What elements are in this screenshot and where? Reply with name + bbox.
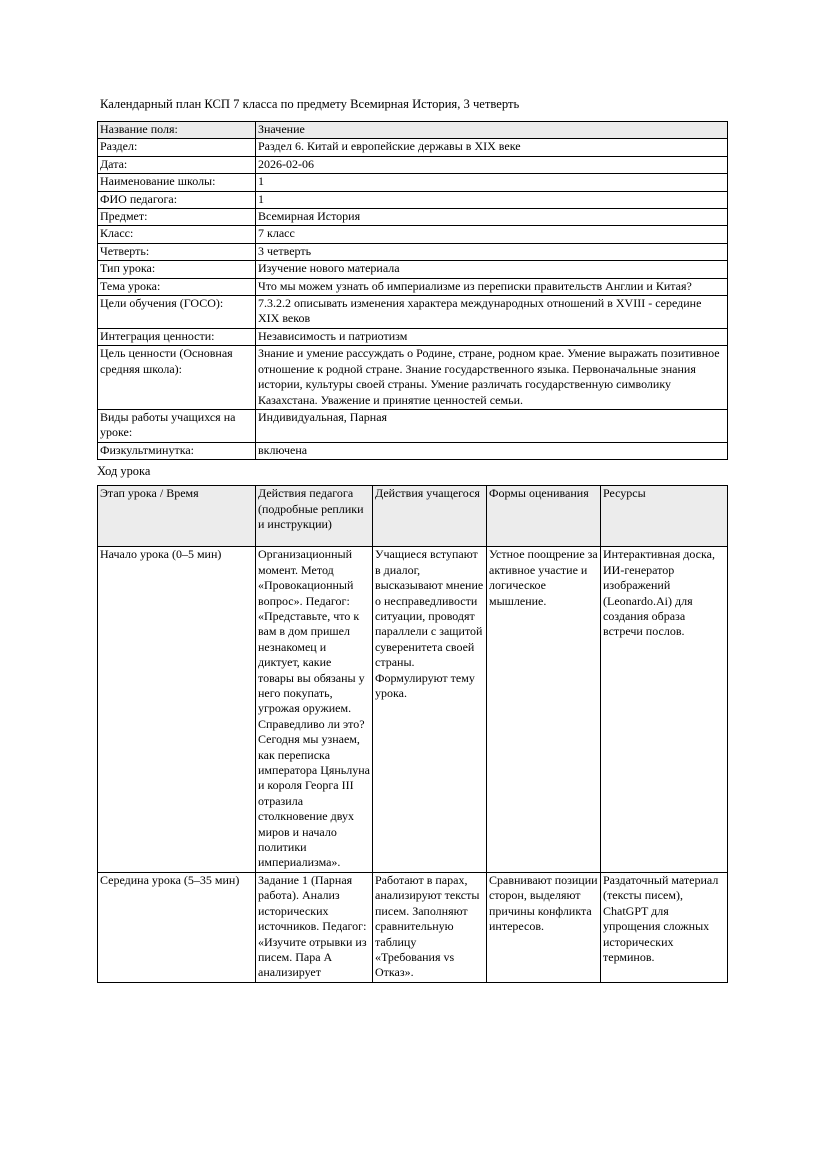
field-value: Изучение нового материала [256, 261, 728, 278]
info-row-class [98, 226, 728, 243]
field-label: Дата: [98, 156, 256, 173]
field-value: Знание и умение рассуждать о Родине, стране, родном крае. Умение выражать позитивное отношение к родной стране. Знание государственного языка. Первоначальные знания истории, культуры своей страны. Умение различать государственную символику Казахстана. Уважение и принятие ценностей семьи. [256, 346, 728, 410]
column-header-assessment: Формы оценивания [487, 486, 601, 547]
field-label: Цель ценности (Основная средняя школа): [98, 346, 256, 410]
column-header-stage: Этап урока / Время [98, 486, 256, 547]
section-heading-lesson-course: Ход урока [97, 464, 151, 479]
field-value: Что мы можем узнать об империализме из переписки правительств Англии и Китая? [256, 278, 728, 295]
lesson-row-start [98, 547, 728, 873]
teacher-actions-cell: Организационный момент. Метод «Провокационный вопрос». Педагог: «Представьте, что к вам в дом пришел незнакомец и диктует, какие товары вы обязаны у него покупать, угрожая оружием. Справедливо ли это? Сегодня мы узнаем, как переписка императора Цяньлуна и короля Георга III отразила столкновение двух миров и начало политики империализма». [256, 547, 373, 873]
info-row-subject [98, 209, 728, 226]
info-row-phys-minute [98, 442, 728, 459]
field-value: Раздел 6. Китай и европейские державы в XIX веке [256, 139, 728, 156]
field-value: 1 [256, 174, 728, 191]
info-header-value: Значение [256, 122, 728, 139]
field-value: включена [256, 442, 728, 459]
field-label: Раздел: [98, 139, 256, 156]
field-label: Цели обучения (ГОСО): [98, 296, 256, 329]
info-row-date [98, 156, 728, 173]
lesson-info-table [97, 121, 728, 460]
stage-cell: Середина урока (5–35 мин) [98, 872, 256, 982]
student-actions-cell: Учащиеся вступают в диалог, высказывают мнение о несправедливости ситуации, проводят параллели с защитой суверенитета своей страны. Формулируют тему урока. [373, 547, 487, 873]
assessment-cell: Устное поощрение за активное участие и логическое мышление. [487, 547, 601, 873]
info-row-razdel [98, 139, 728, 156]
field-label: Предмет: [98, 209, 256, 226]
field-label: Четверть: [98, 243, 256, 260]
info-row-lesson-type [98, 261, 728, 278]
field-value: 3 четверть [256, 243, 728, 260]
info-row-quarter [98, 243, 728, 260]
resources-cell: Раздаточный материал (тексты писем), ChatGPT для упрощения сложных исторических терминов. [601, 872, 728, 982]
info-row-teacher [98, 191, 728, 208]
field-value: 7 класс [256, 226, 728, 243]
field-value: Индивидуальная, Парная [256, 409, 728, 442]
field-label: Наименование школы: [98, 174, 256, 191]
field-label: Класс: [98, 226, 256, 243]
field-label: Физкультминутка: [98, 442, 256, 459]
info-row-goals [98, 296, 728, 329]
field-label: Интеграция ценности: [98, 328, 256, 345]
resources-cell: Интерактивная доска, ИИ-генератор изображений (Leonardo.Ai) для создания образа встречи послов. [601, 547, 728, 873]
field-value: Всемирная История [256, 209, 728, 226]
teacher-actions-cell: Задание 1 (Парная работа). Анализ исторических источников. Педагог: «Изучите отрывки из писем. Пара А анализирует [256, 872, 373, 982]
info-row-values-goal [98, 346, 728, 410]
field-value: 2026-02-06 [256, 156, 728, 173]
field-label: Тип урока: [98, 261, 256, 278]
lesson-course-table [97, 485, 728, 983]
info-header-label: Название поля: [98, 122, 256, 139]
field-label: ФИО педагога: [98, 191, 256, 208]
info-header-row [98, 122, 728, 139]
info-row-work-types [98, 409, 728, 442]
field-label: Тема урока: [98, 278, 256, 295]
field-value: 1 [256, 191, 728, 208]
column-header-student-actions: Действия учащегося [373, 486, 487, 547]
student-actions-cell: Работают в парах, анализируют тексты писем. Заполняют сравнительную таблицу «Требования vs Отказ». [373, 872, 487, 982]
column-header-resources: Ресурсы [601, 486, 728, 547]
document-title: Календарный план КСП 7 класса по предмету Всемирная История, 3 четверть [100, 97, 520, 111]
info-row-values-integration [98, 328, 728, 345]
info-row-lesson-topic [98, 278, 728, 295]
lesson-row-middle [98, 872, 728, 982]
column-header-teacher-actions: Действия педагога (подробные реплики и инструкции) [256, 486, 373, 547]
assessment-cell: Сравнивают позиции сторон, выделяют причины конфликта интересов. [487, 872, 601, 982]
info-row-school [98, 174, 728, 191]
document-content [97, 96, 728, 983]
field-label: Виды работы учащихся на уроке: [98, 409, 256, 442]
stage-cell: Начало урока (0–5 мин) [98, 547, 256, 873]
lesson-table-header-row [98, 486, 728, 547]
field-value: 7.3.2.2 описывать изменения характера международных отношений в XVIII - середине XIX веков [256, 296, 728, 329]
field-value: Независимость и патриотизм [256, 328, 728, 345]
